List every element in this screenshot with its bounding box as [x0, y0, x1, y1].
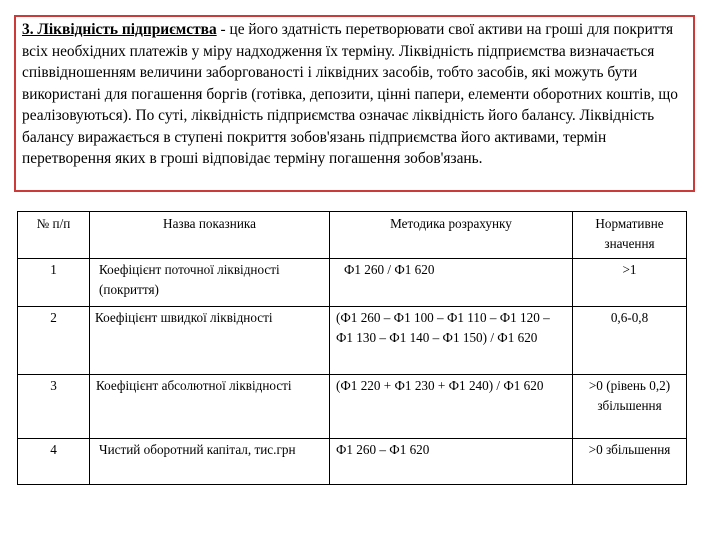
table-row	[18, 259, 687, 307]
row-norm: >0 (рівень 0,2) збільшення	[573, 375, 687, 439]
row-num: 1	[18, 259, 90, 307]
row-norm: >1	[573, 259, 687, 307]
row-norm: >0 збільшення	[573, 439, 687, 485]
row-method: Ф1 260 – Ф1 620	[330, 439, 573, 485]
row-name: Коефіцієнт швидкої ліквідності	[90, 307, 330, 375]
liquidity-metrics-table	[17, 211, 687, 485]
row-method: (Ф1 220 + Ф1 230 + Ф1 240) / Ф1 620	[330, 375, 573, 439]
row-name: Коефіцієнт абсолютної ліквідності	[90, 375, 330, 439]
row-num: 3	[18, 375, 90, 439]
row-num: 2	[18, 307, 90, 375]
row-norm: 0,6-0,8	[573, 307, 687, 375]
row-name: Коефіцієнт поточної ліквідності (покриття)	[90, 259, 330, 307]
intro-text-box	[14, 15, 695, 192]
row-method: (Ф1 260 – Ф1 100 – Ф1 110 – Ф1 120 – Ф1 130 – Ф1 140 – Ф1 150) / Ф1 620	[330, 307, 573, 375]
section-heading: 3. Ліквідність підприємства	[22, 21, 217, 38]
table-row	[18, 439, 687, 485]
table-row	[18, 375, 687, 439]
row-name: Чистий оборотний капітал, тис.грн	[90, 439, 330, 485]
header-method: Методика розрахунку	[330, 212, 573, 259]
table-row	[18, 307, 687, 375]
header-norm: Нормативне значення	[573, 212, 687, 259]
header-name: Назва показника	[90, 212, 330, 259]
intro-paragraph: - це його здатність перетворювати свої активи на гроші для покриття всіх необхідних платежів у міру надходження їх терміну. Ліквідність підприємства визначається співвідношенням величини заборгованості і ліквідних засобів, тобто засобів, які можуть бути використані для погашення боргів (готівка, депозити, цінні папери, елементи оборотних коштів, що реалізовуються). По суті, ліквідність підприємства означає ліквідність його балансу. Ліквідність балансу виражається в ступені покриття зобов'язань підприємства його активами, термін перетворення яких в гроші відповідає терміну погашення зобов'язань.	[22, 21, 678, 167]
table-header-row	[18, 212, 687, 259]
row-method: Ф1 260 / Ф1 620	[330, 259, 573, 307]
row-num: 4	[18, 439, 90, 485]
header-num: № п/п	[18, 212, 90, 259]
